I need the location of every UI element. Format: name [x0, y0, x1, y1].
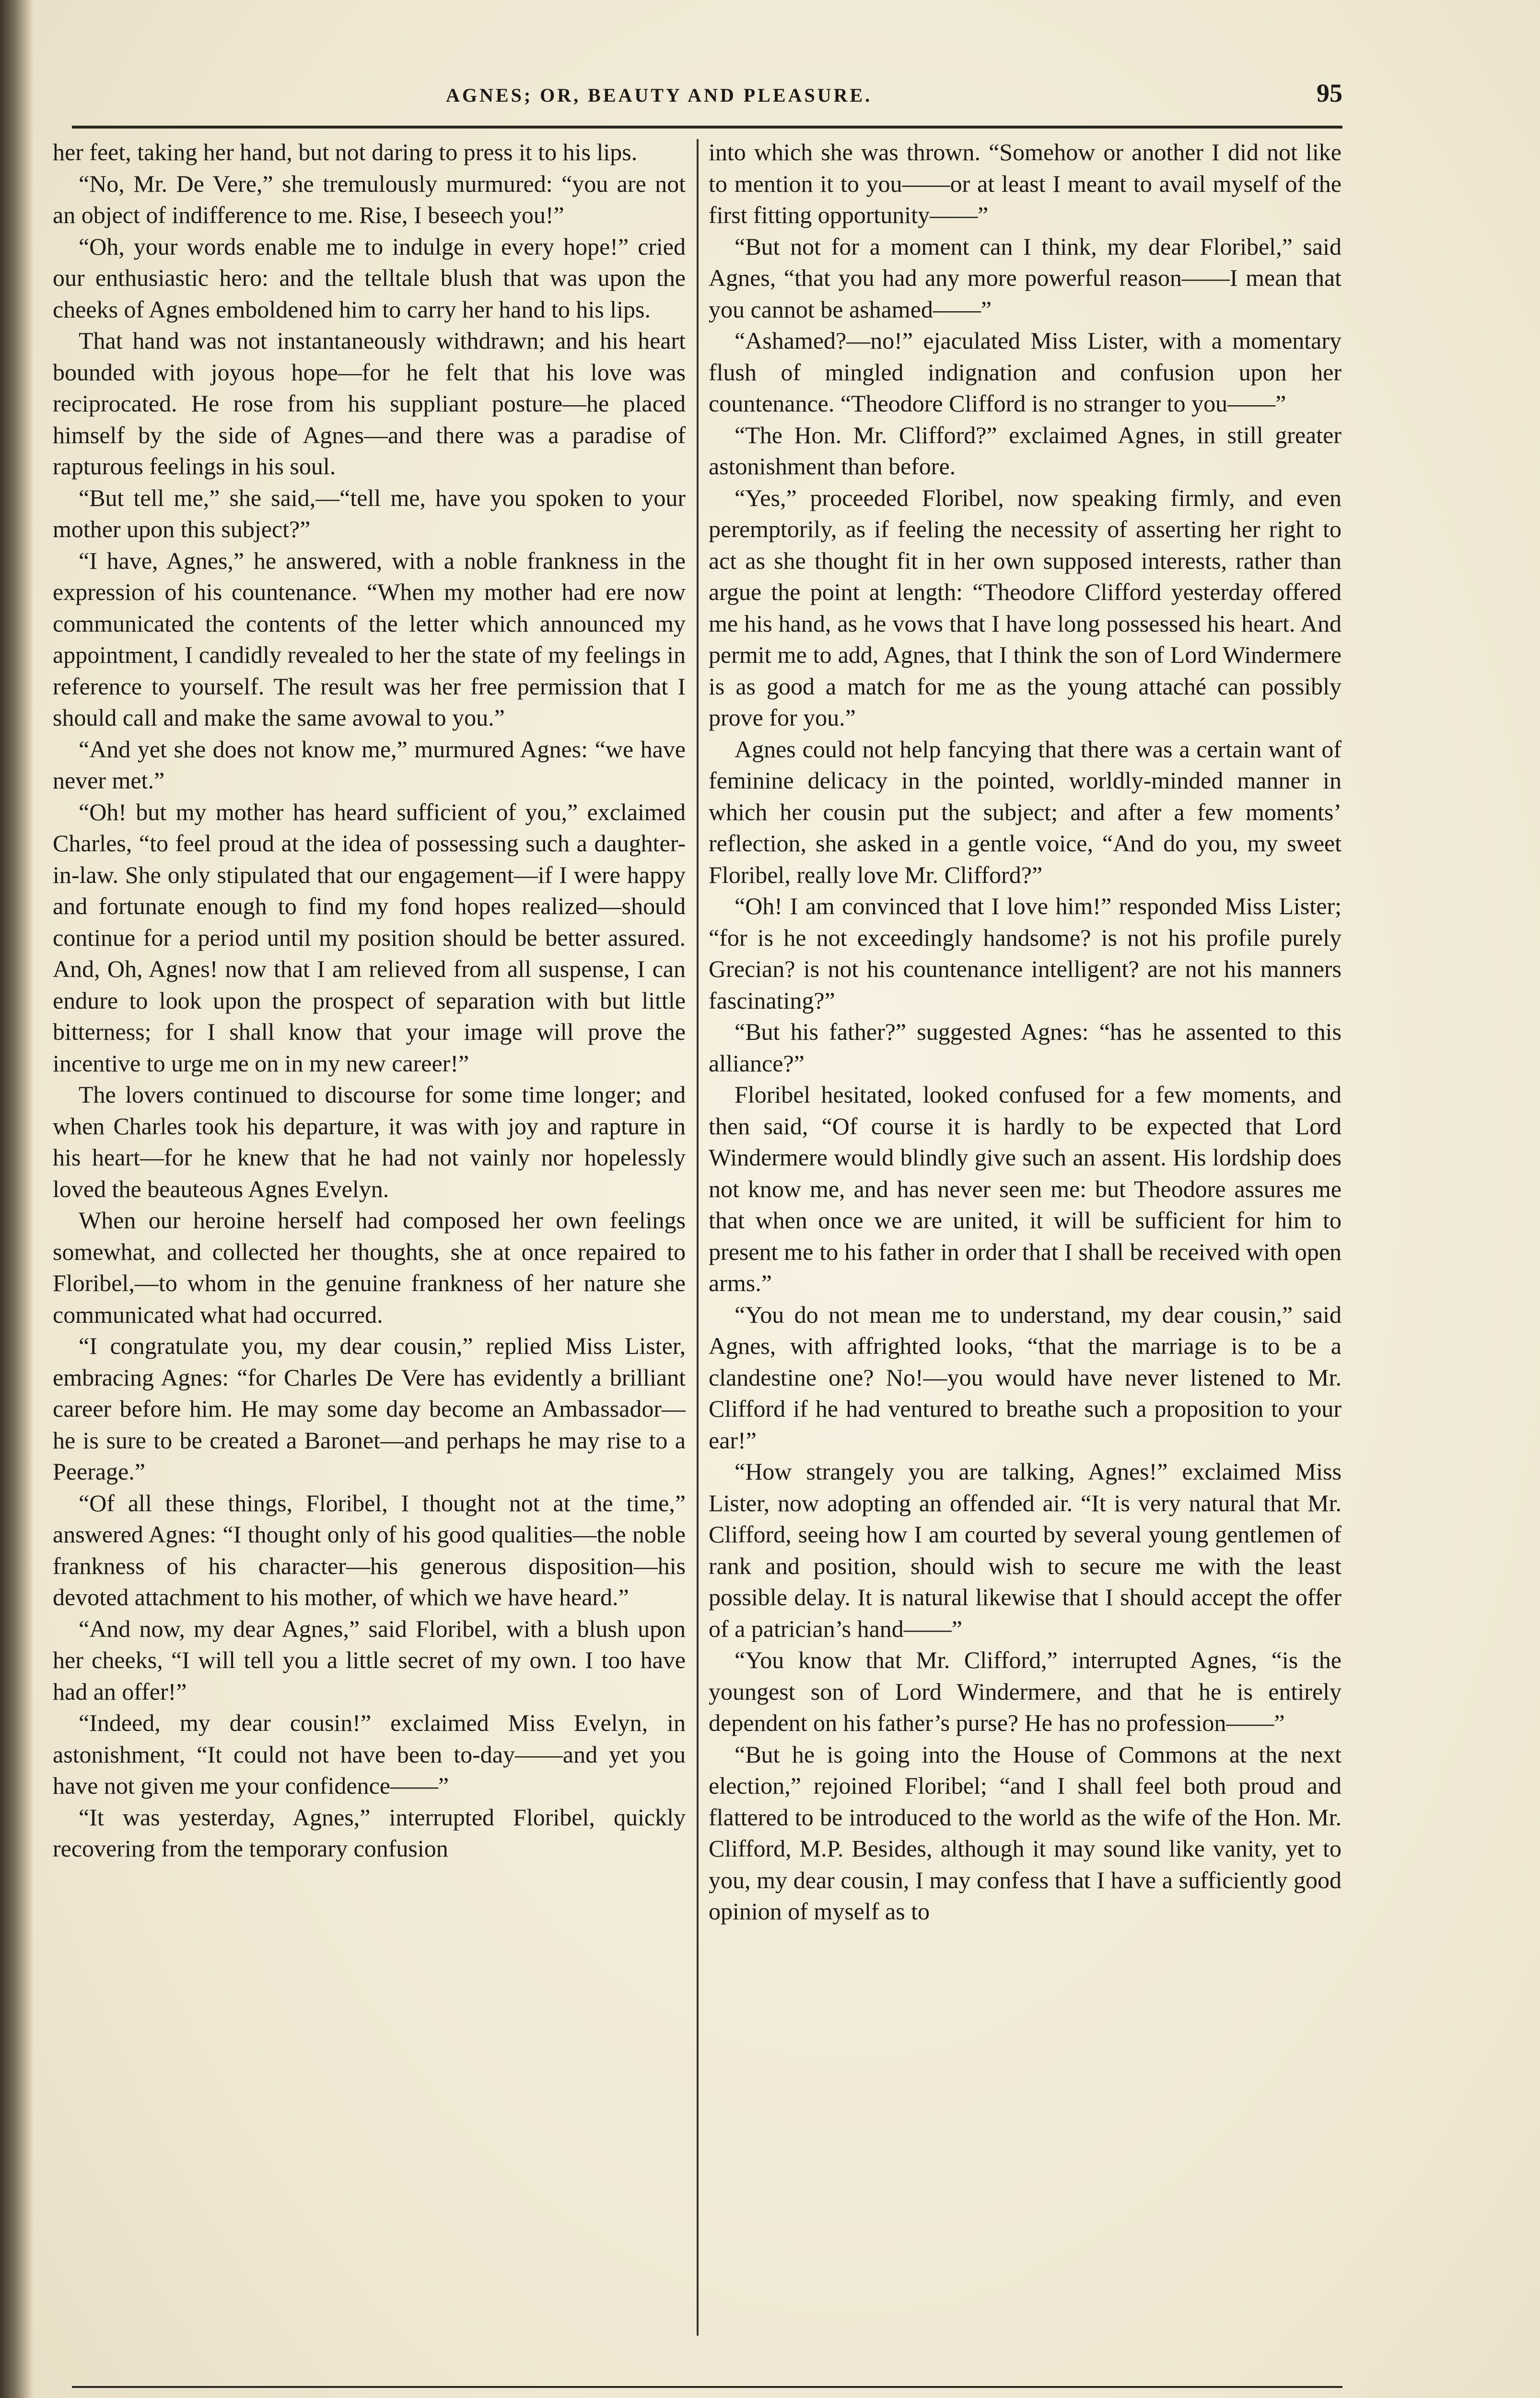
- paragraph: “Ashamed?—no!” ejaculated Miss Lister, with a momentary flush of mingled indignation and confusion upon her countenance. “Theodore Clifford is no stranger to you——”: [709, 327, 1342, 417]
- paragraph: “It was yesterday, Agnes,” interrupted Floribel, quickly recovering from the temporary confusion: [53, 1803, 686, 1862]
- paragraph: her feet, taking her hand, but not daring to press it to his lips.: [53, 139, 638, 165]
- paragraph: “Oh! but my mother has heard sufficient of you,” exclaimed Charles, “to feel proud at the idea of possessing such a daughter-in-law. She only stipulated that our engagement—if I were happy and fortunate enough to find my fond hopes realized—should continue for a period until my position should be better assured. And, Oh, Agnes! now that I am relieved from all suspense, I can endure to look upon the prospect of separation with but little bitterness; for I shall know that your image will prove the incentive to urge me on in my new career!”: [53, 798, 686, 1077]
- paragraph: “Yes,” proceeded Floribel, now speaking firmly, and even peremptorily, as if feeling the necessity of asserting her right to act as she thought fit in her own supposed interests, rather than argue the point at length: “Theodore Clifford yesterday offered me his hand, as he vows that I have long possessed his heart. And permit me to add, Agnes, that I think the son of Lord Windermere is as good a match for me as the young attaché can possibly prove for you.”: [709, 484, 1342, 731]
- paragraph: “But he is going into the House of Commons at the next election,” rejoined Floribel; “and I shall feel both proud and flattered to be introduced to the world as the wife of the Hon. Mr. Clifford, M.P. Besides, although it may sound like vanity, yet to you, my dear cousin, I may confess that I have a sufficiently good opinion of myself as to: [709, 1740, 1342, 1925]
- paragraph: That hand was not instantaneously withdrawn; and his heart bounded with joyous hope—for he felt that his love was reciprocated. He rose from his suppliant posture—he placed himself by the side of Agnes—and there was a paradise of rapturous feelings in his soul.: [53, 327, 686, 480]
- paragraph: “You do not mean me to understand, my dear cousin,” said Agnes, with affrighted looks, “that the marriage is to be a clandestine one? No!—you would have never listened to Mr. Clifford if he had ventured to breathe such a proposition to your ear!”: [709, 1301, 1342, 1454]
- paragraph: “But his father?” suggested Agnes: “has he assented to this alliance?”: [709, 1018, 1342, 1077]
- footer-rule: [72, 2386, 1342, 2388]
- header-rule: [72, 126, 1342, 129]
- book-spine-shadow: [0, 0, 34, 2398]
- paragraph: “But not for a moment can I think, my dear Floribel,” said Agnes, “that you had any more powerful reason——I mean that you cannot be ashamed——”: [709, 233, 1342, 323]
- page-number: 95: [1317, 79, 1342, 107]
- paragraph: “The Hon. Mr. Clifford?” exclaimed Agnes, in still greater astonishment than before.: [709, 421, 1342, 480]
- paragraph: into which she was thrown. “Somehow or another I did not like to mention it to you——or at least I meant to avail myself of the first fitting opportunity——”: [709, 139, 1342, 228]
- paragraph: “You know that Mr. Clifford,” interrupted Agnes, “is the youngest son of Lord Windermere, and that he is entirely dependent on his father’s purse? He has no profession——”: [709, 1646, 1342, 1736]
- paragraph: Floribel hesitated, looked confused for a few moments, and then said, “Of course it is hardly to be expected that Lord Windermere would blindly give such an assent. His lordship does not know me, and has never seen me: but Theodore assures me that when once we are united, it will be sufficient for him to present me to his father in order that I shall be received with open arms.”: [709, 1081, 1342, 1296]
- paragraph: “No, Mr. De Vere,” she tremulously murmured: “you are not an object of indifference to me. Rise, I beseech you!”: [53, 170, 686, 228]
- column-divider: [697, 139, 699, 2336]
- running-title: AGNES; OR, BEAUTY AND PLEASURE.: [446, 84, 873, 106]
- paragraph: “And now, my dear Agnes,” said Floribel, with a blush upon her cheeks, “I will tell you a little secret of my own. I too have had an offer!”: [53, 1615, 686, 1705]
- page-header: [72, 79, 1342, 118]
- right-column: [709, 137, 1342, 2343]
- paragraph: “I have, Agnes,” he answered, with a noble frankness in the expression of his countenance. “When my mother had ere now communicated the contents of the letter which announced my appointment, I candidly revealed to her the state of my feelings in reference to yourself. The result was her free permission that I should call and make the same avowal to you.”: [53, 547, 686, 731]
- paragraph: “I congratulate you, my dear cousin,” replied Miss Lister, embracing Agnes: “for Charles De Vere has evidently a brilliant career before him. He may some day become an Ambassador—he is sure to be created a Baronet—and perhaps he may rise to a Peerage.”: [53, 1332, 686, 1485]
- paragraph: When our heroine herself had composed her own feelings somewhat, and collected her thoughts, she at once repaired to Floribel,—to whom in the genuine frankness of her nature she communicated what had occurred.: [53, 1207, 686, 1328]
- paragraph: “Of all these things, Floribel, I thought not at the time,” answered Agnes: “I thought only of his good qualities—the noble frankness of his character—his generous disposition—his devoted attachment to his mother, of which we have heard.”: [53, 1489, 686, 1610]
- paragraph: “Oh, your words enable me to indulge in every hope!” cried our enthusiastic hero: and the telltale blush that was upon the cheeks of Agnes emboldened him to carry her hand to his lips.: [53, 233, 686, 323]
- left-column: [53, 137, 686, 2343]
- paragraph: “But tell me,” she said,—“tell me, have you spoken to your mother upon this subject?”: [53, 484, 686, 542]
- paragraph: “And yet she does not know me,” murmured Agnes: “we have never met.”: [53, 735, 686, 794]
- paragraph: “Indeed, my dear cousin!” exclaimed Miss Evelyn, in astonishment, “It could not have been to-day——and yet you have not given me your confidence——”: [53, 1709, 686, 1799]
- paragraph: Agnes could not help fancying that there was a certain want of feminine delicacy in the pointed, worldly-minded manner in which her cousin put the subject; and after a few moments’ reflection, she asked in a gentle voice, “And do you, my sweet Floribel, really love Mr. Clifford?”: [709, 735, 1342, 888]
- paragraph: The lovers continued to discourse for some time longer; and when Charles took his departure, it was with joy and rapture in his heart—for he knew that he had not vainly nor hopelessly loved the beauteous Agnes Evelyn.: [53, 1081, 686, 1202]
- paragraph: “How strangely you are talking, Agnes!” exclaimed Miss Lister, now adopting an offended air. “It is very natural that Mr. Clifford, seeing how I am courted by several young gentlemen of rank and position, should wish to secure me with the least possible delay. It is natural likewise that I should accept the offer of a patrician’s hand——”: [709, 1458, 1342, 1642]
- paragraph: “Oh! I am convinced that I love him!” responded Miss Lister; “for is he not exceedingly handsome? is not his profile purely Grecian? is not his countenance intelligent? are not his manners fascinating?”: [709, 893, 1342, 1014]
